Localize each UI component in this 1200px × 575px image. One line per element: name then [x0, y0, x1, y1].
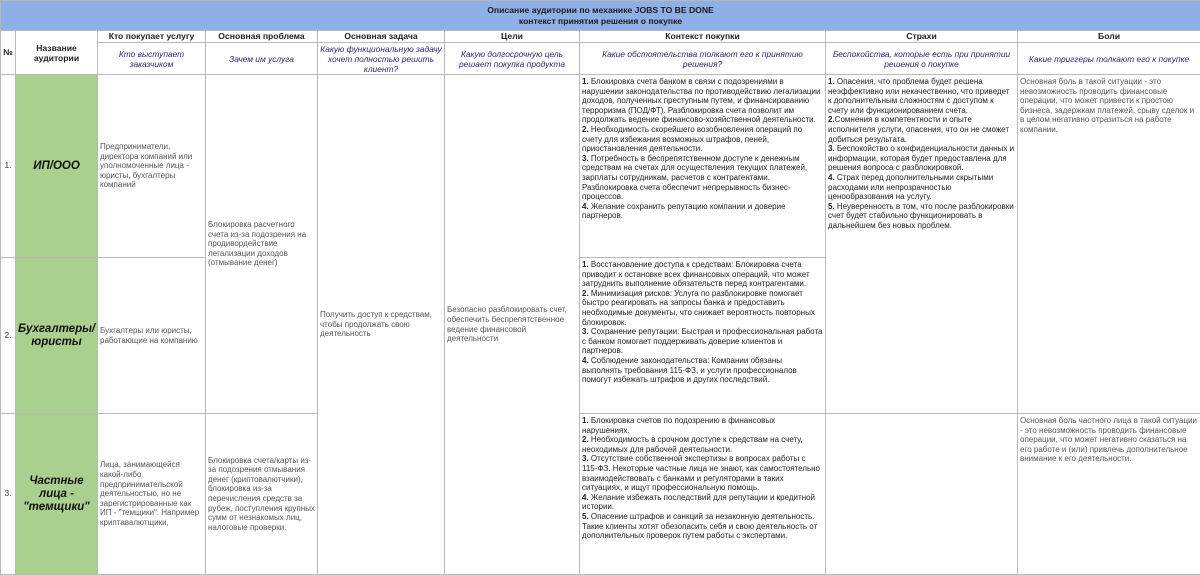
- list-item: [828, 115, 1015, 144]
- list-item: [582, 512, 823, 541]
- pains-cell: Основная боль частного лица в такой ситуации - это невозможность проводить финансовые операции, что может негативно сказаться на его работе и (или) привлечь дополнительное внимание к его деятельности.: [1018, 414, 1200, 575]
- header-who-buys: Кто покупает услугу: [98, 31, 206, 43]
- list-item-text: Страх перед дополнительными скрытыми расходами или непрозрачностью ценообразования на услугу.: [828, 173, 993, 201]
- audience-name: Частные лица - "темщики": [16, 414, 98, 575]
- fears-cell: [826, 75, 1018, 414]
- list-item-text: Сомнения в компетентности и опыте исполнителя услуги, опасения, что он не сможет добиться результата.: [828, 115, 1009, 143]
- list-item: [582, 454, 823, 492]
- list-item: [582, 289, 823, 327]
- who-buys-cell: Предприниматели, директора компаний или уполномоченные лица - юристы, бухгалтеры компаний: [98, 75, 206, 258]
- list-item-text: Желание избежать последствий для репутации и кредитной истории.: [582, 493, 815, 512]
- header-pains: Боли: [1018, 31, 1200, 43]
- goals-cell: Безопасно разблокировать счет, обеспечить беспрепятственное ведение финансовой деятельности: [445, 75, 580, 575]
- subheader-fears: Беспокойства, которые есть при принятии решения о покупке: [826, 43, 1018, 75]
- list-item-number: 4.: [582, 493, 589, 502]
- subheader-main-task: Какую функциональную задачу хочет полностью решить клиент?: [318, 43, 445, 75]
- list-item: [828, 202, 1015, 231]
- list-item: [828, 173, 1015, 202]
- title-line-2: контекст принятия решения о покупке: [1, 16, 1200, 27]
- fears-list: [828, 77, 1015, 231]
- list-item-text: Сохранение репутации: Быстрая и профессиональная работа с банком помогает поддерживать доверие клиентов и партнеров.: [582, 327, 822, 355]
- list-item: [582, 493, 823, 512]
- list-item-number: 2.: [828, 115, 835, 124]
- list-item-number: 1.: [582, 77, 589, 86]
- list-item: [828, 144, 1015, 173]
- list-item-number: 2.: [582, 125, 589, 134]
- list-item-text: Восстановление доступа к средствам: Блокировка счета приводит к остановке всех финансовых операций, что может затруднить выполнение обязательств перед контрагентами.: [582, 260, 810, 288]
- fears-cell-empty: [826, 414, 1018, 575]
- list-item-number: 1.: [582, 416, 589, 425]
- list-item: [582, 154, 823, 202]
- list-item-text: Необходимость скорейшего возобновления операций по счету для избежания возможных штрафов, пеней, приостановления деятельности.: [582, 125, 802, 153]
- list-item-text: Желание сохранить репутацию компании и доверие партнеров.: [582, 202, 786, 221]
- context-cell: [580, 75, 826, 258]
- list-item: [582, 416, 823, 435]
- table-row: [1, 414, 1200, 575]
- table-row: [1, 75, 1200, 258]
- context-list: [582, 260, 823, 385]
- list-item: [582, 435, 823, 454]
- list-item-number: 1.: [828, 77, 835, 86]
- header-goals: Цели: [445, 31, 580, 43]
- list-item: [582, 356, 823, 385]
- context-cell: [580, 414, 826, 575]
- audience-name: ИП/ООО: [16, 75, 98, 258]
- audience-name: Бухгалтеры/ юристы: [16, 258, 98, 414]
- header-fears: Страхи: [826, 31, 1018, 43]
- list-item-text: Необходимость в срочном доступе к средствам на счету, неоходимых для рабочей деятельности.: [582, 435, 803, 454]
- table-title: [1, 1, 1200, 31]
- list-item-text: Отсутствие собственной экспертизы в вопросах работы с 115-ФЗ. Некоторые частные лица не знают, как самостоятельно взаимодействовать с банками и регуляторами в таких ситуациях, и ищут профессиональную помощь.: [582, 454, 820, 492]
- title-row: [1, 1, 1200, 31]
- title-line-1: Описание аудитории по механике JOBS TO BE DONE: [1, 5, 1200, 16]
- subheader-main-problem: Зачем им услуга: [206, 43, 318, 75]
- subheader-goals: Какую долгосрочную цель решает покупка продукта: [445, 43, 580, 75]
- subheader-row: [1, 43, 1200, 75]
- list-item: [582, 77, 823, 125]
- row-num: 1.: [1, 75, 16, 258]
- list-item-text: Блокировка счетов по подозрению в финансовых нарушениях.: [582, 416, 775, 435]
- list-item-text: Соблюдение законодательства: Компании обязаны выполнять требования 115-ФЗ, и услуги профессионалов помогут избежать штрафов и других последствий.: [582, 356, 797, 384]
- list-item: [828, 77, 1015, 115]
- context-cell: [580, 258, 826, 414]
- list-item: [582, 125, 823, 154]
- header-main-task: Основная задача: [318, 31, 445, 43]
- list-item-text: Опасения, что проблема будет решена неэффективно или некачественно, что приведет к дополнительным сложностям с доступом к счету или функционированием счета.: [828, 77, 1010, 115]
- list-item: [582, 260, 823, 289]
- who-buys-cell: Бухгалтеры или юристы, работающие на компанию: [98, 258, 206, 414]
- list-item: [582, 327, 823, 356]
- list-item-number: 4.: [582, 356, 589, 365]
- header-row: [1, 31, 1200, 43]
- list-item-number: 4.: [582, 202, 589, 211]
- subheader-who-buys: Кто выступает заказчиком: [98, 43, 206, 75]
- context-list: [582, 77, 823, 221]
- list-item-number: 3.: [582, 327, 589, 336]
- row-num: 2.: [1, 258, 16, 414]
- list-item-number: 2.: [582, 435, 589, 444]
- header-num: №: [1, 31, 16, 75]
- main-task-cell: Получить доступ к средствам, чтобы продолжать свою деятельность: [318, 75, 445, 575]
- list-item-number: 2.: [582, 289, 589, 298]
- header-audience: Название аудитории: [16, 31, 98, 75]
- list-item-number: 5.: [582, 512, 589, 521]
- list-item: [582, 202, 823, 221]
- list-item-text: Блокировка счета банком в связи с подозрениями в нарушении законодательства по противодействию легализации доходов, полученных преступным путем, и финансированию терроризма (ПОД/ФТ). Разблокировка счета позволит им продолжать ведение финансово-хозяйственной деятельности.: [582, 77, 820, 124]
- list-item-text: Опасение штрафов и санкций за незаконную деятельность. Такие клиенты хотят обезопасить себя и свою деятельность от дополнительных проверок путем работы с экспертами.: [582, 512, 817, 540]
- header-main-problem: Основная проблема: [206, 31, 318, 43]
- list-item-number: 3.: [582, 454, 589, 463]
- list-item-text: Неуверенность в том, что после разблокировки счет будет стабильно функционировать в дальнейшем без новых проблем.: [828, 202, 1014, 230]
- main-problem-cell: Блокировка расчетного счета из-за подозрения на продивордействие легализации доходов (отмывание денег): [206, 75, 318, 414]
- subheader-context: Какие обстоятельства толкают его к принятию решения?: [580, 43, 826, 75]
- who-buys-cell: Лица, занимающейся какой-либо предпринимательской деятельностью, но не зарегистрированные как ИП - "темщики". Например криптавалютщики,: [98, 414, 206, 575]
- list-item-text: Минимизация рисков: Услуга по разблокировке помогает быстро реагировать на запросы банка и предоставить необходимые документы, что снижает вероятность повторных блокировок.: [582, 289, 815, 327]
- pains-cell: Основная боль в такой ситуации - это невозможность проводить финансовые операции, что может привести к простою бизнеса, задержкам платежей, срыву сделок и в целом негативно отразиться на работе компании.: [1018, 75, 1200, 414]
- list-item-number: 4.: [828, 173, 835, 182]
- list-item-number: 3.: [828, 144, 835, 153]
- list-item-number: 1.: [582, 260, 589, 269]
- context-list: [582, 416, 823, 541]
- list-item-number: 5.: [828, 202, 835, 211]
- row-num: 3.: [1, 414, 16, 575]
- subheader-pains: Какие триггеры толкают его к покупке: [1018, 43, 1200, 75]
- list-item-number: 3.: [582, 154, 589, 163]
- main-problem-cell: Блокировка счета/карты из-за подозрения отмывания денег (криптовалютчики), блокировка из-за перечисления средств за рубеж, поступления крупных сумм от незнакомых лиц, налоговые проверки.: [206, 414, 318, 575]
- list-item-text: Беспокойство о конфиденциальности данных и информации, которая будет предоставлена для решения вопроса с разблокировкой.: [828, 144, 1014, 172]
- list-item-text: Потребность в беспрепятственном доступе к денежным средствам на счетах для осуществления текущих платежей, зарплаты сотрудникам, расчетов с контрагентами. Разблокировка счета обеспечит непрерывность бизнес-процессов.: [582, 154, 807, 201]
- header-context: Контекст покупки: [580, 31, 826, 43]
